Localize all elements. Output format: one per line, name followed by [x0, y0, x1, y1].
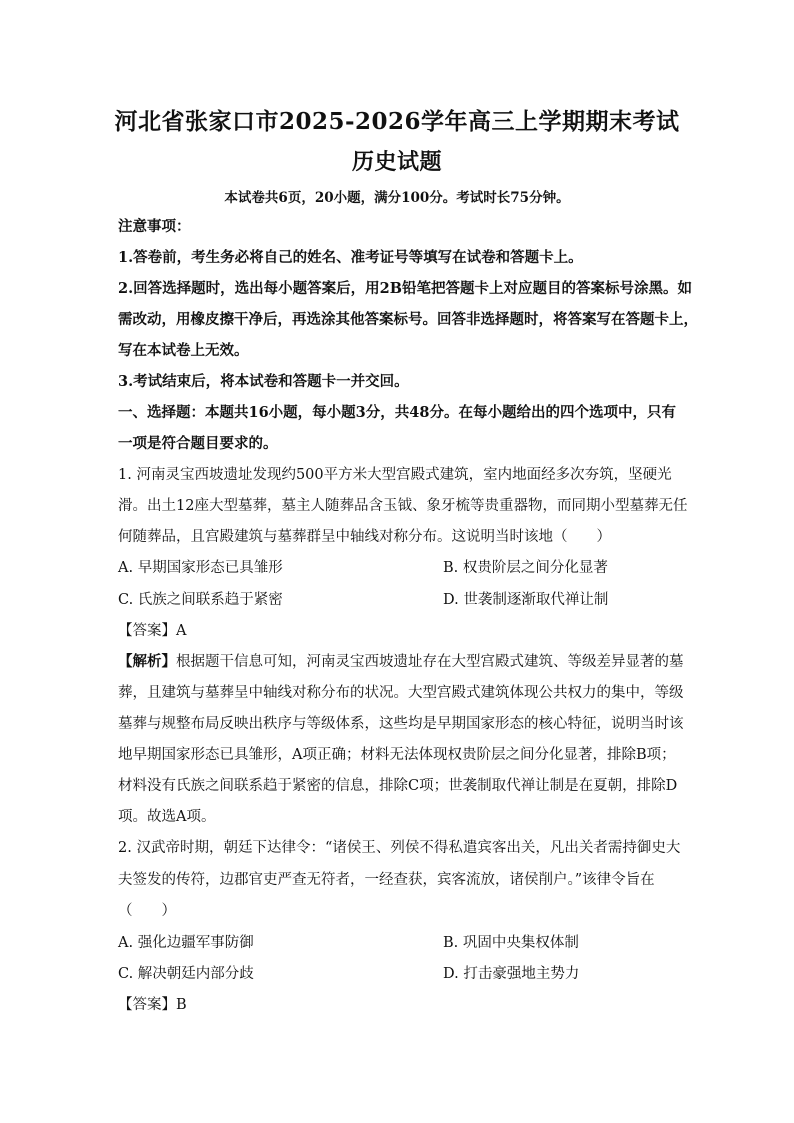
- q1-option-c: C. 氏族之间联系趋于紧密: [118, 592, 283, 608]
- q1-analysis-line-4: 地早期国家形态已具雏形，A项正确；材料无法体现权贵阶层之间分化显著，排除B项；: [118, 747, 676, 763]
- notes-heading: 注意事项：: [118, 218, 191, 235]
- q2-answer: 【答案】B: [118, 997, 187, 1013]
- note-item-2-line-1: 2.回答选择题时，选出每小题答案后，用2B铅笔把答题卡上对应题目的答案标号涂黑。如: [118, 280, 692, 297]
- q2-option-c: C. 解决朝廷内部分歧: [118, 966, 254, 982]
- section-heading-line-1: 一、选择题：本题共16小题，每小题3分，共48分。在每小题给出的四个选项中，只有: [118, 404, 676, 421]
- q1-analysis-line-6: 项。故选A项。: [118, 809, 216, 825]
- q1-analysis-line-3: 墓葬与规整布局反映出秩序与等级体系，这些均是早期国家形态的核心特征，说明当时该: [118, 716, 684, 732]
- q1-analysis-line-2: 葬，且建筑与墓葬呈中轴线对称分布的状况。大型宫殿式建筑体现公共权力的集中，等级: [118, 685, 684, 701]
- q1-option-a: A. 早期国家形态已具雏形: [118, 560, 283, 576]
- q2-stem-line-3: （ ）: [118, 903, 176, 919]
- page-title: 河北省张家口市2025-2026学年高三上学期期末考试: [114, 108, 680, 135]
- section-heading-line-2: 一项是符合题目要求的。: [118, 435, 278, 452]
- note-item-2-line-3: 写在本试卷上无效。: [118, 342, 249, 359]
- q1-analysis-line-1: [118, 652, 688, 672]
- q1-option-b: B. 权贵阶层之间分化显著: [443, 560, 608, 576]
- q1-analysis-label: 【解析】: [118, 653, 176, 670]
- q1-stem-line-1: 1. 河南灵宝西坡遗址发现约500平方米大型宫殿式建筑，室内地面经多次夯筑，坚硬光: [118, 467, 672, 483]
- q1-option-d: D. 世袭制逐渐取代禅让制: [443, 592, 609, 608]
- note-item-1: 1.答卷前，考生务必将自己的姓名、准考证号等填写在试卷和答题卡上。: [118, 249, 583, 266]
- q1-stem-line-3: 何随葬品，且宫殿建筑与墓葬群呈中轴线对称分布。这说明当时该地（ ）: [118, 529, 611, 545]
- q1-analysis-text-1: 根据题干信息可知，河南灵宝西坡遗址存在大型宫殿式建筑、等级差异显著的墓: [176, 654, 684, 670]
- q1-stem-line-2: 滑。出土12座大型墓葬，墓主人随葬品含玉钺、象牙梳等贵重器物，而同期小型墓葬无任: [118, 498, 688, 514]
- q2-stem-line-1: 2. 汉武帝时期，朝廷下达律令：“诸侯王、列侯不得私遣宾客出关，凡出关者需持御史大: [118, 840, 681, 856]
- q2-option-a: A. 强化边疆军事防御: [118, 935, 254, 951]
- page-subtitle: 历史试题: [351, 149, 442, 175]
- note-item-2-line-2: 需改动，用橡皮擦干净后，再选涂其他答案标号。回答非选择题时，将答案写在答题卡上，: [118, 311, 698, 328]
- q1-answer: 【答案】A: [118, 623, 187, 639]
- q1-analysis-line-5: 材料没有氏族之间联系趋于紧密的信息，排除C项；世袭制取代禅让制是在夏朝，排除D: [118, 778, 678, 794]
- q2-option-b: B. 巩固中央集权体制: [443, 935, 579, 951]
- exam-info: 本试卷共6页，20小题，满分100分。考试时长75分钟。: [224, 190, 570, 206]
- q2-option-d: D. 打击豪强地主势力: [443, 966, 580, 982]
- note-item-3: 3.考试结束后，将本试卷和答题卡一并交回。: [118, 373, 409, 390]
- q2-stem-line-2: 夫签发的传符，边郡官吏严查无符者，一经查获，宾客流放，诸侯削户。”该律令旨在: [118, 872, 655, 888]
